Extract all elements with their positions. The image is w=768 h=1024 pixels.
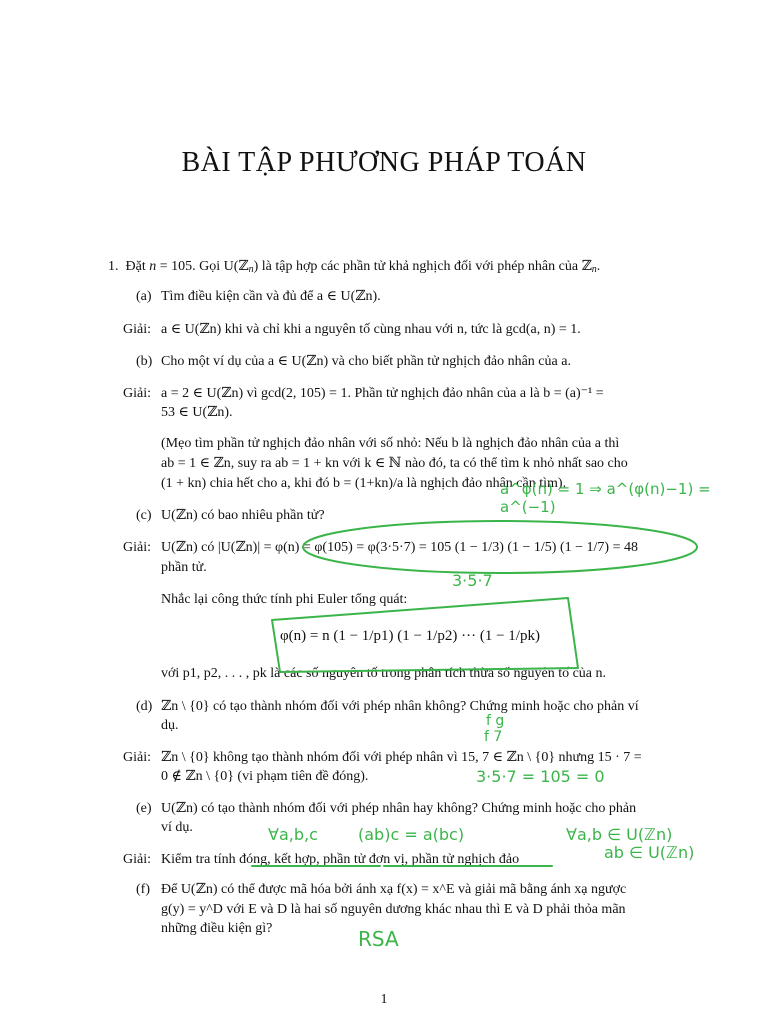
part-f-question-line2: g(y) = y^D với E và D là hai số nguyên dương khác nhau thì E và D phải thỏa mãn <box>161 902 626 917</box>
part-a-answer: a ∈ U(ℤn) khi và chỉ khi a nguyên tố cùng nhau với n, tức là gcd(a, n) = 1. <box>161 322 581 337</box>
part-f-label: (f) <box>136 882 150 897</box>
part-d-question-line2: dụ. <box>161 718 179 733</box>
part-e-answer-label: Giải: <box>123 852 151 867</box>
part-e-answer: Kiểm tra tính đóng, kết hợp, phần tử đơn vị, phần tử nghịch đảo <box>161 852 520 867</box>
part-f-question-line3: những điều kiện gì? <box>161 921 273 936</box>
euler-recall: Nhắc lại công thức tính phi Euler tổng quát: <box>161 592 408 607</box>
part-a-label: (a) <box>136 289 152 304</box>
part-d-answer-line2: 0 ∉ ℤn \ {0} (vi phạm tiên đề đóng). <box>161 769 369 784</box>
page-number: 1 <box>380 992 388 1007</box>
part-c-answer-label: Giải: <box>123 540 151 555</box>
handwritten-associativity: (ab)c = a(bc) <box>358 825 465 844</box>
part-b-answer-line1: a = 2 ∈ U(ℤn) vì gcd(2, 105) = 1. Phần tử nghịch đảo nhân của a là b = (a)⁻¹ = <box>161 386 604 401</box>
part-d-answer-label: Giải: <box>123 750 151 765</box>
euler-formula <box>268 614 558 660</box>
part-d-answer-line1: ℤn \ {0} không tạo thành nhóm đối với phép nhân vì 15, 7 ∈ ℤn \ {0} nhưng 15 · 7 = <box>161 750 642 765</box>
euler-formula-text: φ(n) = n (1 − 1/p1) (1 − 1/p2) ··· (1 − 1/pk) <box>280 628 540 644</box>
handwritten-abc: ∀a,b,c <box>268 825 318 844</box>
part-c-label: (c) <box>136 508 152 523</box>
part-c-answer-line1: U(ℤn) có |U(ℤn)| = φ(n) = φ(105) = φ(3·5·7) = 105 (1 − 1/3) (1 − 1/5) (1 − 1/7) = 48 <box>161 540 638 555</box>
part-b-answer-label: Giải: <box>123 386 151 401</box>
handwritten-factor: 3·5·7 <box>452 571 493 590</box>
question-1-intro: 1. Đặt n = 105. Gọi U(ℤ$_n$) là tập hợp các phần tử khả nghịch đối với phép nhân của ℤ$_n$. <box>108 259 601 275</box>
part-b-tip-line1: (Mẹo tìm phần tử nghịch đảo nhân với số nhỏ: Nếu b là nghịch đảo nhân của a thì <box>161 436 620 451</box>
document-title: BÀI TẬP PHƯƠNG PHÁP TOÁN <box>181 147 587 178</box>
part-e-question-line2: ví dụ. <box>161 820 193 835</box>
part-b-tip-line2: ab = 1 ∈ ℤn, suy ra ab = 1 + kn với k ∈ ℕ nào đó, ta có thể tìm k nhỏ nhất sao cho <box>161 456 628 471</box>
part-c-question: U(ℤn) có bao nhiêu phần tử? <box>161 508 325 523</box>
handwritten-rsa: RSA <box>358 927 399 951</box>
part-b-label: (b) <box>136 354 153 369</box>
part-d-question-line1: ℤn \ {0} có tạo thành nhóm đối với phép nhân không? Chứng minh hoặc cho phản ví <box>161 699 639 714</box>
part-c-answer-line2: phần tử. <box>161 560 207 575</box>
part-b-answer-line2: 53 ∈ U(ℤn). <box>161 405 233 420</box>
part-a-answer-label: Giải: <box>123 322 151 337</box>
question-number: 1. <box>108 259 119 274</box>
handwritten-forall-ab: ∀a,b ∈ U(ℤn) <box>566 825 673 844</box>
part-d-label: (d) <box>136 699 153 714</box>
part-b-tip-line3: (1 + kn) chia hết cho a, khi đó b = (1+kn)/a là nghịch đảo nhân cần tìm). <box>161 476 567 491</box>
part-e-question-line1: U(ℤn) có tạo thành nhóm đối với phép nhân hay không? Chứng minh hoặc cho phản <box>161 801 637 816</box>
handwritten-product: 3·5·7 = 105 = 0 <box>476 767 605 786</box>
handwritten-fg: f g <box>486 713 505 729</box>
handwritten-f-bar: f 7 <box>484 729 503 745</box>
handwritten-ab-in: ab ∈ U(ℤn) <box>604 843 695 862</box>
handwritten-euler-note: a^φ(n) = 1 ⇒ a^(φ(n)−1) = a^(−1) <box>500 480 711 516</box>
part-b-question: Cho một ví dụ của a ∈ U(ℤn) và cho biết phần tử nghịch đảo nhân của a. <box>161 354 571 369</box>
euler-where: với p1, p2, . . . , pk là các số nguyên tố trong phân tích thừa số nguyên tố của n. <box>161 666 607 681</box>
part-e-label: (e) <box>136 801 152 816</box>
part-a-question: Tìm điều kiện cần và đủ để a ∈ U(ℤn). <box>161 289 381 304</box>
part-f-question-line1: Để U(ℤn) có thể được mã hóa bởi ánh xạ f(x) = x^E và giải mã bằng ánh xạ ngược <box>161 882 627 897</box>
